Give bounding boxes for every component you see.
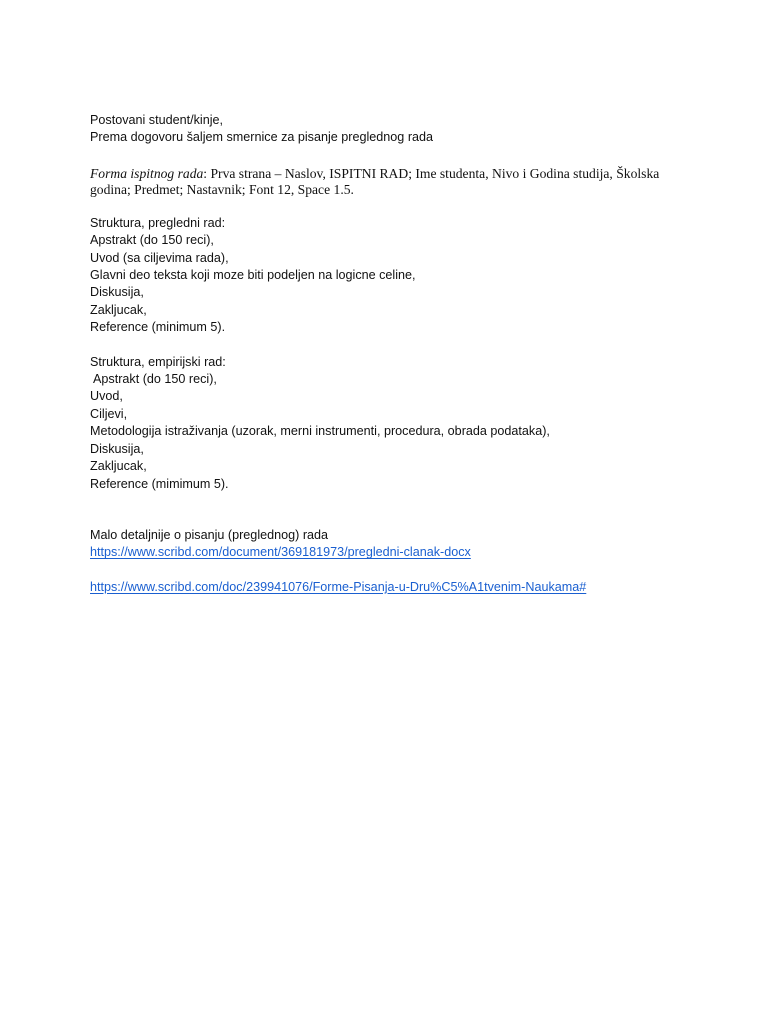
review-item: Apstrakt (do 150 reci), xyxy=(90,233,214,248)
spacer xyxy=(90,493,700,510)
empirical-item: Diskusija, xyxy=(90,441,144,456)
review-item: Uvod (sa ciljevima rada), xyxy=(90,250,229,265)
empirical-structure-heading: Struktura, empirijski rad: xyxy=(90,354,226,369)
review-structure-section xyxy=(90,215,700,337)
more-info-text: Malo detaljnije o pisanju (preglednog) rada xyxy=(90,527,329,542)
review-item: Zakljucak, xyxy=(90,302,147,317)
spacer xyxy=(90,562,700,579)
greeting-line-1: Postovani student/kinje, xyxy=(90,113,224,127)
spacer xyxy=(90,147,700,164)
review-item: Glavni deo teksta koji moze biti podeljen na logicne celine, xyxy=(90,268,416,283)
empirical-item: Reference (mimimum 5). xyxy=(90,476,229,491)
empirical-item: Uvod, xyxy=(90,389,123,404)
more-info-section xyxy=(90,527,700,596)
empirical-item: Apstrakt (do 150 reci), xyxy=(93,372,217,387)
empirical-item: Ciljevi, xyxy=(90,406,128,421)
forma-paragraph xyxy=(90,166,700,198)
forma-colon: : xyxy=(203,165,208,181)
spacer xyxy=(90,198,700,215)
scribd-link-forme-pisanja[interactable]: https://www.scribd.com/doc/239941076/Forme-Pisanja-u-Dru%C5%A1tvenim-Naukama# xyxy=(90,579,587,594)
spacer xyxy=(90,510,700,527)
forma-text-line-2: godina; Predmet; Nastavnik; Font 12, Space 1.5. xyxy=(90,181,354,197)
review-item: Diskusija, xyxy=(90,285,144,300)
greeting-line-2: Prema dogovoru šaljem smernice za pisanje preglednog rada xyxy=(90,130,434,145)
review-structure-heading: Struktura, pregledni rad: xyxy=(90,215,226,230)
scribd-link-pregledni-clanak[interactable]: https://www.scribd.com/document/369181973/pregledni-clanak-docx xyxy=(90,545,471,560)
forma-label: Forma ispitnog rada xyxy=(90,165,204,181)
review-item: Reference (minimum 5). xyxy=(90,320,226,335)
empirical-structure-section xyxy=(90,354,700,493)
document-page xyxy=(90,112,700,596)
empirical-item: Metodologija istraživanja (uzorak, merni instrumenti, procedura, obrada podataka), xyxy=(90,424,550,439)
empirical-item: Zakljucak, xyxy=(90,459,147,474)
forma-text-line-1: Prva strana – Naslov, ISPITNI RAD; Ime studenta, Nivo i Godina studija, Školska xyxy=(207,165,660,181)
spacer xyxy=(90,337,700,354)
